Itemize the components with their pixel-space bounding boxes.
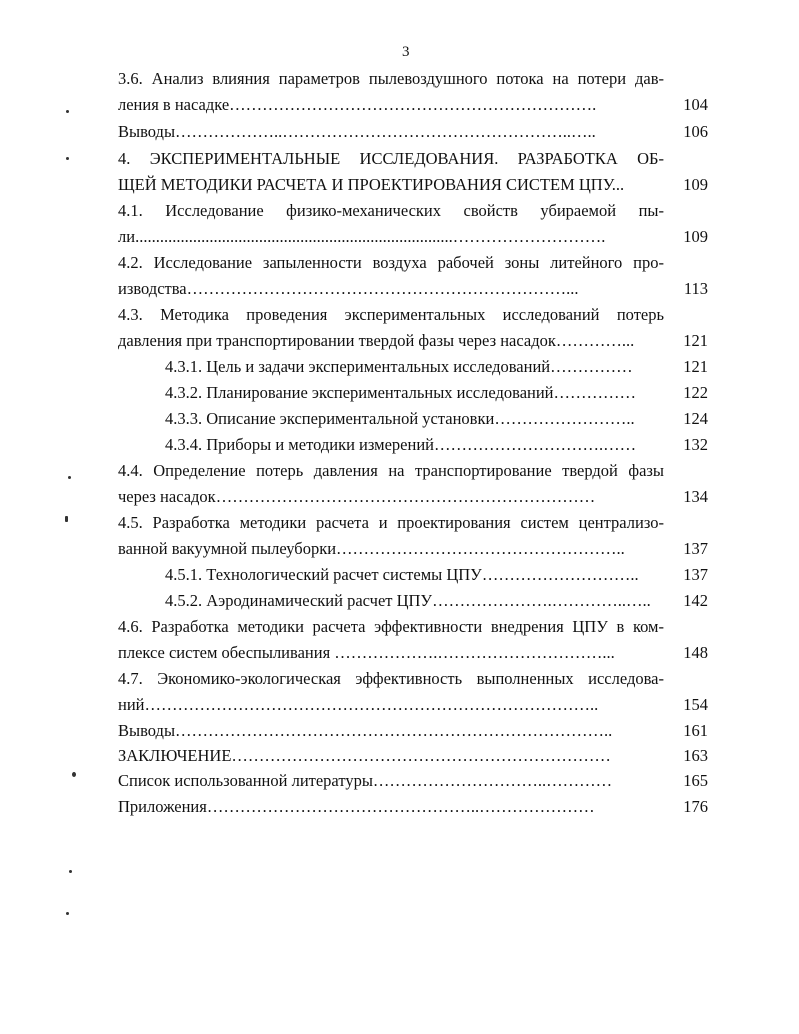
toc-page-number: 154 xyxy=(683,695,708,714)
toc-page-number: 148 xyxy=(683,643,708,662)
toc-page-number: 106 xyxy=(683,122,708,141)
toc-entry-line: Выводы…………………………………………………………………….. xyxy=(118,721,613,740)
toc-entry-line: через насадок…………………………………………………………… xyxy=(118,487,596,506)
toc-page-number: 137 xyxy=(683,539,708,558)
toc-entry-line: 4.3.3. Описание экспериментальной установки…………………….. xyxy=(165,409,635,428)
toc-page-number: 124 xyxy=(683,409,708,428)
toc-entry-line: 4.4. Определение потерь давления на транспортирование твердой фазы xyxy=(118,461,664,480)
toc-entry-line: 4.3.1. Цель и задачи экспериментальных исследований…………… xyxy=(165,357,633,376)
scan-speck xyxy=(68,476,71,479)
scan-speck xyxy=(66,157,69,160)
toc-entry-line: 4.2. Исследование запыленности воздуха рабочей зоны литейного про- xyxy=(118,253,664,272)
toc-entry-line: давления при транспортировании твердой фазы через насадок…………... xyxy=(118,331,635,350)
toc-entry-line: Приложения…………………………………………..………………… xyxy=(118,797,595,816)
toc-entry-line: ЩЕЙ МЕТОДИКИ РАСЧЕТА И ПРОЕКТИРОВАНИЯ СИСТЕМ ЦПУ... xyxy=(118,175,625,194)
toc-page-number: 109 xyxy=(683,175,708,194)
toc-entry-line: 4.5.1. Технологический расчет системы ЦПУ……………………….. xyxy=(165,565,639,584)
scan-speck xyxy=(72,772,76,777)
toc-entry-line: изводства……………………………………………………………... xyxy=(118,279,579,298)
toc-entry-line: 4.3.4. Приборы и методики измерений………………………….…… xyxy=(165,435,637,454)
page-number: 3 xyxy=(402,44,410,60)
toc-entry-line: Список использованной литературы…………………………..………… xyxy=(118,771,613,790)
toc-page-number: 109 xyxy=(683,227,708,246)
toc-page-number: 121 xyxy=(683,357,708,376)
scan-speck xyxy=(69,870,72,873)
toc-page-number: 134 xyxy=(683,487,708,506)
toc-entry-line: 4.1. Исследование физико-механических свойств убираемой пы- xyxy=(118,201,664,220)
toc-page-number: 165 xyxy=(683,771,708,790)
toc-entry-line: 4.6. Разработка методики расчета эффективности внедрения ЦПУ в ком- xyxy=(118,617,664,636)
toc-page-number: 104 xyxy=(683,95,708,114)
toc-entry-line: 4.5. Разработка методики расчета и проектирования систем централизо- xyxy=(118,513,664,532)
scan-speck xyxy=(66,110,69,113)
toc-entry-line: 3.6. Анализ влияния параметров пылевоздушного потока на потери дав- xyxy=(118,69,664,88)
toc-entry-line: 4.3. Методика проведения экспериментальных исследований потерь xyxy=(118,305,664,324)
toc-page-number: 132 xyxy=(683,435,708,454)
toc-page-number: 163 xyxy=(683,746,708,765)
toc-entry-line: ЗАКЛЮЧЕНИЕ…………………………………………………………… xyxy=(118,746,611,765)
toc-page-number: 113 xyxy=(683,279,708,298)
toc-page-number: 137 xyxy=(683,565,708,584)
toc-page-number: 121 xyxy=(683,331,708,350)
scan-speck xyxy=(66,912,69,915)
toc-entry-line: 4.5.2. Аэродинамический расчет ЦПУ………………….…………..….. xyxy=(165,591,651,610)
scan-speck xyxy=(65,516,68,522)
toc-page-number: 161 xyxy=(683,721,708,740)
toc-entry-line: 4. ЭКСПЕРИМЕНТАЛЬНЫЕ ИССЛЕДОВАНИЯ. РАЗРАБОТКА ОБ- xyxy=(118,149,664,168)
toc-entry-line: ванной вакуумной пылеуборки…………………………………………….. xyxy=(118,539,625,558)
toc-entry-line: плексе систем обеспыливания ……………….…………………………... xyxy=(118,643,615,662)
toc-page-number: 142 xyxy=(683,591,708,610)
toc-entry-line: ний……………………………………………………………………….. xyxy=(118,695,599,714)
toc-entry-line: ления в насадке…………………………………………………………. xyxy=(118,95,597,114)
toc-entry-line: Выводы………………..……………………………………………..….. xyxy=(118,122,596,141)
toc-entry-line: ли.............................................................................………………………. xyxy=(118,227,606,246)
toc-entry-line: 4.7. Экономико-экологическая эффективность выполненных исследова- xyxy=(118,669,664,688)
toc-page-number: 176 xyxy=(683,797,708,816)
toc-page-number: 122 xyxy=(683,383,708,402)
toc-entry-line: 4.3.2. Планирование экспериментальных исследований…………… xyxy=(165,383,637,402)
